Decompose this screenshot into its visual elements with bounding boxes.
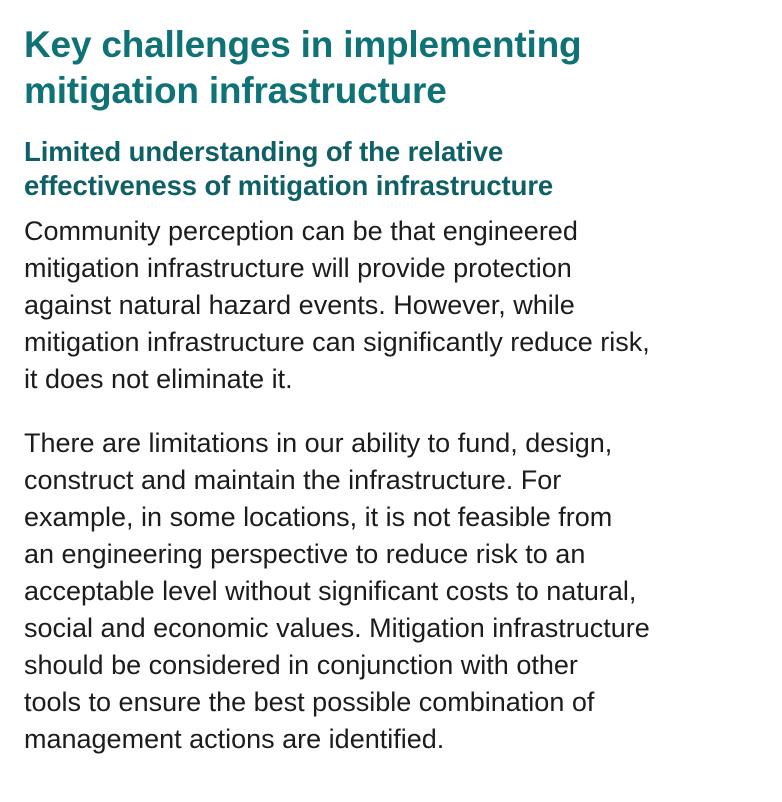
paragraph-community-perception [24,213,764,398]
page-title-line: mitigation infrastructure [24,70,447,111]
paragraph-limitations [24,425,764,758]
page-title-line: Key challenges in implementing [24,24,582,65]
section-heading [24,135,764,203]
paragraph-line: construct and maintain the infrastructure. For [24,465,562,495]
paragraph-line: mitigation infrastructure can significantly reduce risk, [24,327,650,357]
paragraph-line: Community perception can be that engineered [24,216,578,246]
paragraph-line: an engineering perspective to reduce risk to an [24,539,586,569]
document-page [24,22,764,758]
paragraph-line: it does not eliminate it. [24,364,293,394]
paragraph-line: should be considered in conjunction with other [24,650,578,680]
paragraph-line: tools to ensure the best possible combination of [24,687,595,717]
paragraph-line: social and economic values. Mitigation infrastructure [24,613,650,643]
paragraph-line: There are limitations in our ability to fund, design, [24,428,613,458]
page-title [24,22,764,114]
paragraph-line: against natural hazard events. However, while [24,290,575,320]
paragraph-line: mitigation infrastructure will provide protection [24,253,572,283]
paragraph-line: example, in some locations, it is not feasible from [24,502,613,532]
paragraph-line: acceptable level without significant costs to natural, [24,576,637,606]
section-heading-line: effectiveness of mitigation infrastructure [24,170,554,201]
paragraph-line: management actions are identified. [24,724,445,754]
section-heading-line: Limited understanding of the relative [24,136,504,167]
